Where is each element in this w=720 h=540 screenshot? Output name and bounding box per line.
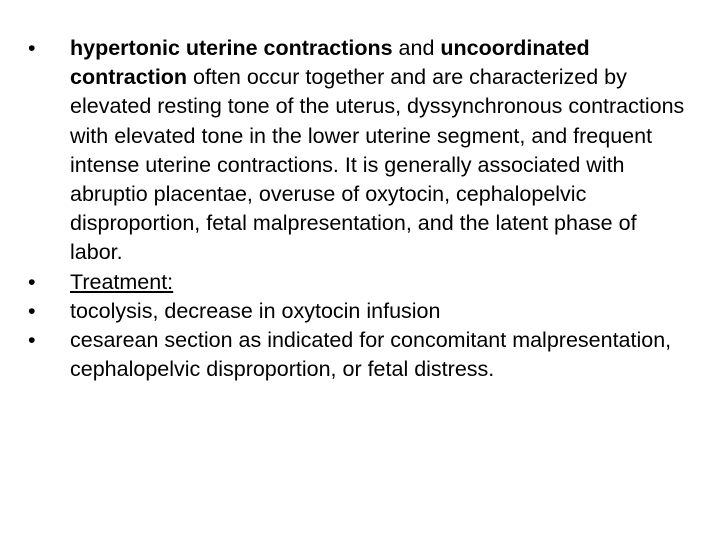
bullet-item-cesarean [28, 326, 688, 384]
bullet-icon: • [28, 36, 36, 60]
term-uncoordinated: uncoordinated contraction [70, 36, 590, 90]
bullet-icon: • [28, 269, 36, 294]
bullet-icon: • [28, 298, 36, 323]
treatment-heading: Treatment: [70, 269, 174, 294]
bullet-item-treatment-heading [28, 268, 688, 297]
bullet-item-tocolysis [28, 297, 688, 326]
bullet-list [28, 34, 688, 384]
definition-text: often occur together and are characterized by elevated resting tone of the uterus, dyssynchronous contractions with elevated tone in the lower uterine segment, and frequent intense uterine contractions. It is generally associated with abruptio placentae, overuse of oxytocin, cephalopelvic disproportion, fetal malpresentation, and the latent phase of labor. [70, 65, 685, 265]
tocolysis-text: tocolysis, decrease in oxytocin infusion [70, 298, 441, 323]
conjunction-text: and [392, 36, 441, 60]
bullet-item-definition [28, 34, 688, 268]
cesarean-text: cesarean section as indicated for concomitant malpresentation, cephalopelvic disproportion, or fetal distress. [70, 328, 672, 382]
bullet-icon: • [28, 328, 36, 353]
term-hypertonic: hypertonic uterine contractions [70, 36, 393, 60]
